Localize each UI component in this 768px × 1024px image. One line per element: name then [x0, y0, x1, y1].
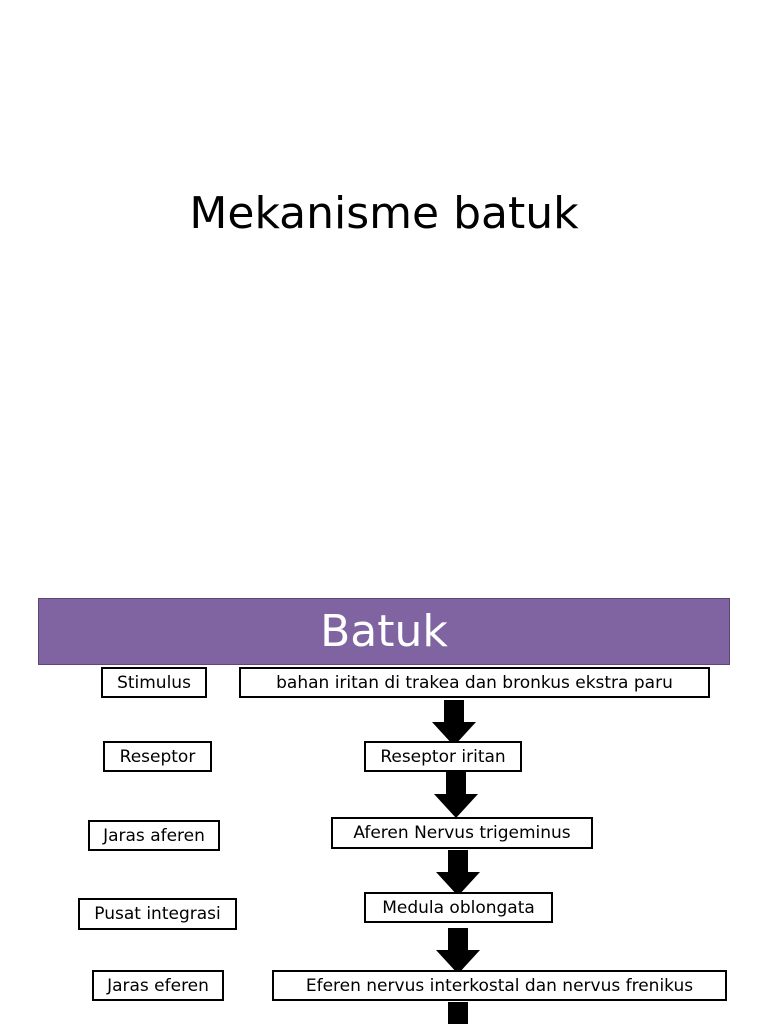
- content-reseptor: Reseptor iritan: [364, 741, 522, 772]
- banner-title: Batuk: [320, 606, 448, 657]
- down-arrow-icon: [436, 928, 480, 974]
- content-jaras-aferen: Aferen Nervus trigeminus: [331, 817, 593, 849]
- label-jaras-aferen: Jaras aferen: [88, 820, 220, 851]
- down-arrow-icon: [434, 772, 478, 818]
- down-arrow-icon: [432, 700, 476, 746]
- slide-title: Mekanisme batuk: [189, 188, 579, 239]
- down-arrow-icon: [436, 1002, 480, 1024]
- content-stimulus: bahan iritan di trakea dan bronkus ekstra paru: [239, 667, 710, 698]
- label-jaras-eferen: Jaras eferen: [92, 970, 224, 1001]
- content-jaras-eferen: Eferen nervus interkostal dan nervus frenikus: [272, 970, 727, 1001]
- label-reseptor: Reseptor: [103, 741, 212, 772]
- content-pusat-integrasi: Medula oblongata: [364, 892, 553, 923]
- down-arrow-icon: [436, 850, 480, 896]
- label-stimulus: Stimulus: [101, 667, 207, 698]
- label-pusat-integrasi: Pusat integrasi: [78, 898, 237, 930]
